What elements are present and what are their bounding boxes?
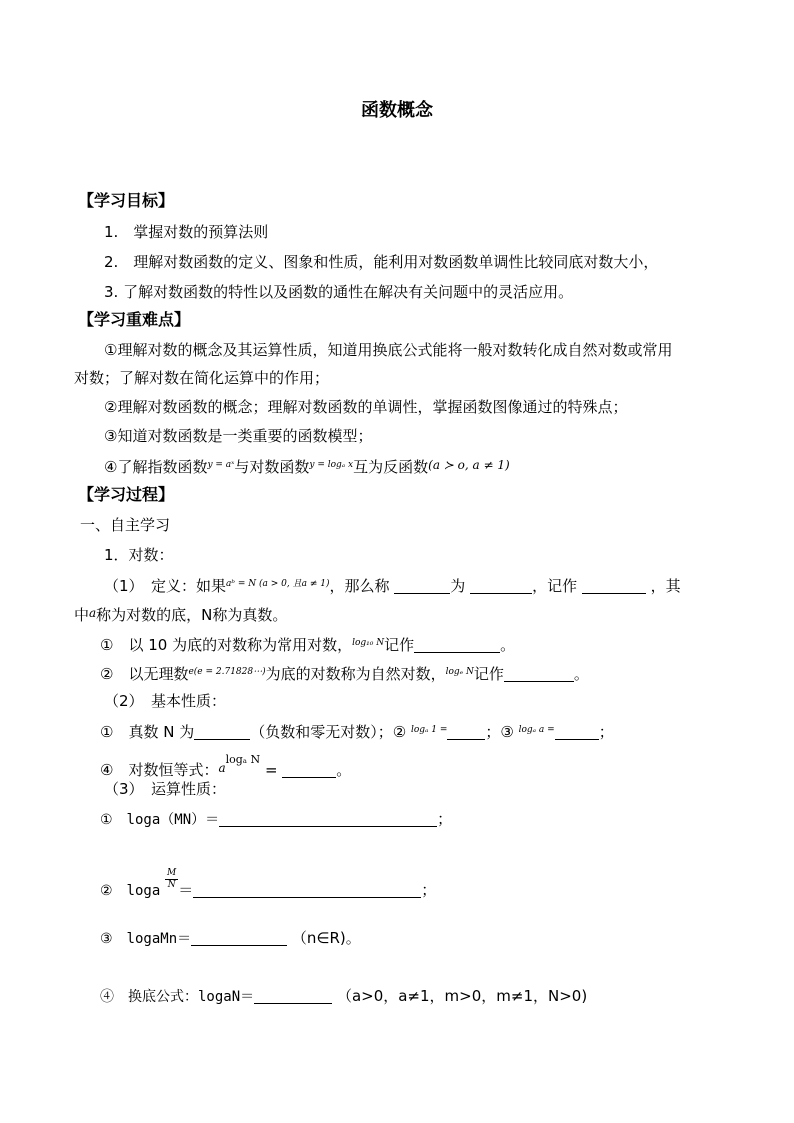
blank-true-number[interactable] xyxy=(194,723,250,740)
definition-text-2: 为 xyxy=(450,577,466,595)
blank-log-a-a[interactable] xyxy=(555,723,599,740)
natural-log-mid: 为底的对数称为自然对数， xyxy=(265,665,446,683)
objective-item-1: 1. 掌握对数的预算法则 xyxy=(104,223,269,241)
logarithm-formula: y = logₐ x xyxy=(309,460,354,470)
fraction-m-over-n xyxy=(165,868,178,891)
basic-t4: ； xyxy=(598,723,614,741)
key-point-3: ③知道对数函数是一类重要的函数模型； xyxy=(104,427,373,445)
operation-3-pre: ③ logaMn＝ xyxy=(100,931,192,947)
natural-log-pre: ② 以无理数 xyxy=(100,665,189,683)
operation-3 xyxy=(100,928,361,949)
definition-line-2 xyxy=(74,603,287,625)
blank-operation-2[interactable] xyxy=(193,881,421,898)
key-point-4-post: 互为反函数 xyxy=(353,458,429,476)
operation-2 xyxy=(100,868,436,901)
key-point-4-pre: ④了解指数函数 xyxy=(104,458,208,476)
key-point-4 xyxy=(104,455,510,477)
blank-operation-4[interactable] xyxy=(254,987,332,1004)
operation-1-end: ； xyxy=(437,810,453,828)
log-a-1-formula: logₐ 1 = xyxy=(410,725,448,735)
basic-t3: ；③ xyxy=(485,723,514,741)
natural-log-formula: logₑ N xyxy=(445,667,474,677)
definition-formula: aᵇ = N (a > 0, 且a ≠ 1) xyxy=(226,579,330,589)
section-heading-key-points: 【学习重难点】 xyxy=(78,310,191,329)
identity-line xyxy=(100,750,351,780)
common-log-pre: ① 以 10 为底的对数称为常用对数， xyxy=(100,636,353,654)
common-log-line xyxy=(100,633,515,655)
key-point-1-line2: 对数；了解对数在简化运算中的作用； xyxy=(74,369,330,387)
identity-end: 。 xyxy=(336,761,352,779)
blank-common-log[interactable] xyxy=(414,636,500,653)
natural-log-post: 记作 xyxy=(473,665,504,683)
subheading-self-study: 一、自主学习 xyxy=(80,516,171,534)
section-heading-objectives: 【学习目标】 xyxy=(78,191,175,210)
operation-4-pre: ④ 换底公式：logaN＝ xyxy=(100,989,255,1005)
key-point-1-line1: ①理解对数的概念及其运算性质，知道用换底公式能将一般对数转化成自然对数或常用 xyxy=(104,341,673,359)
natural-log-end: 。 xyxy=(573,665,589,683)
page-title: 函数概念 xyxy=(361,100,433,121)
natural-log-line xyxy=(100,662,589,684)
identity-exponent: logₐ N xyxy=(225,753,261,766)
definition-text-1: ，那么称 xyxy=(329,577,390,595)
blank-log-a-1[interactable] xyxy=(447,723,485,740)
blank-operation-1[interactable] xyxy=(219,810,437,827)
basic-t2: （负数和零无对数）；② xyxy=(250,723,407,741)
definition-line2-pre: 中 xyxy=(74,606,90,624)
blank-identity[interactable] xyxy=(282,761,336,778)
section-heading-process: 【学习过程】 xyxy=(78,485,175,504)
operation-1 xyxy=(100,809,452,830)
natural-e-formula: e(e = 2.71828⋯) xyxy=(188,667,266,677)
basic-properties-line xyxy=(100,720,614,742)
blank-operation-3[interactable] xyxy=(191,929,287,946)
fraction-numerator: M xyxy=(167,868,177,878)
operation-properties-heading: （3） 运算性质： xyxy=(104,780,227,798)
condition-formula: (a ≻ o, a ≠ 1) xyxy=(428,458,510,472)
blank-3[interactable] xyxy=(582,577,646,594)
fraction-denominator: N xyxy=(167,880,176,890)
operation-1-pre: ① loga（MN）＝ xyxy=(100,812,220,828)
identity-eq: = xyxy=(264,761,278,779)
blank-natural-log[interactable] xyxy=(504,665,574,682)
common-log-formula: log₁₀ N xyxy=(352,638,385,648)
basic-t1: ① 真数 N 为 xyxy=(100,723,195,741)
key-point-4-mid: 与对数函数 xyxy=(234,458,310,476)
definition-pre: （1） 定义：如果 xyxy=(104,577,227,595)
operation-2-end: ； xyxy=(421,881,437,899)
definition-text-3: ，记作 xyxy=(532,577,578,595)
operation-2-pre: ② loga xyxy=(100,883,161,899)
base-symbol: a xyxy=(89,606,97,620)
identity-t1: ④ 对数恒等式： xyxy=(100,761,219,779)
definition-line2-post: 称为对数的底，N称为真数。 xyxy=(96,606,288,624)
log-a-a-formula: logₐ a = xyxy=(518,725,555,735)
key-point-2: ②理解对数函数的概念；理解对数函数的单调性，掌握函数图像通过的特殊点； xyxy=(104,398,628,416)
definition-line-1 xyxy=(104,574,681,596)
blank-1[interactable] xyxy=(394,577,450,594)
basic-properties-heading: （2） 基本性质： xyxy=(104,692,227,710)
identity-base: a xyxy=(218,761,226,775)
operation-4 xyxy=(100,986,587,1007)
definition-text-4: ，其 xyxy=(650,577,681,595)
blank-2[interactable] xyxy=(470,577,532,594)
objective-item-3: 3. 了解对数函数的特性以及函数的通性在解决有关问题中的灵活应用。 xyxy=(104,283,574,301)
subheading-logarithm: 1．对数： xyxy=(104,546,174,564)
objective-item-2: 2. 理解对数函数的定义、图象和性质，能利用对数函数单调性比较同底对数大小， xyxy=(104,253,659,271)
operation-2-eq: ＝ xyxy=(178,881,194,899)
operation-3-end: （n∈R)。 xyxy=(291,929,361,947)
exponential-formula: y = aˣ xyxy=(207,460,235,470)
operation-4-end: （a>0，a≠1，m>0，m≠1，N>0) xyxy=(336,987,588,1005)
common-log-end: 。 xyxy=(500,636,516,654)
common-log-post: 记作 xyxy=(384,636,415,654)
